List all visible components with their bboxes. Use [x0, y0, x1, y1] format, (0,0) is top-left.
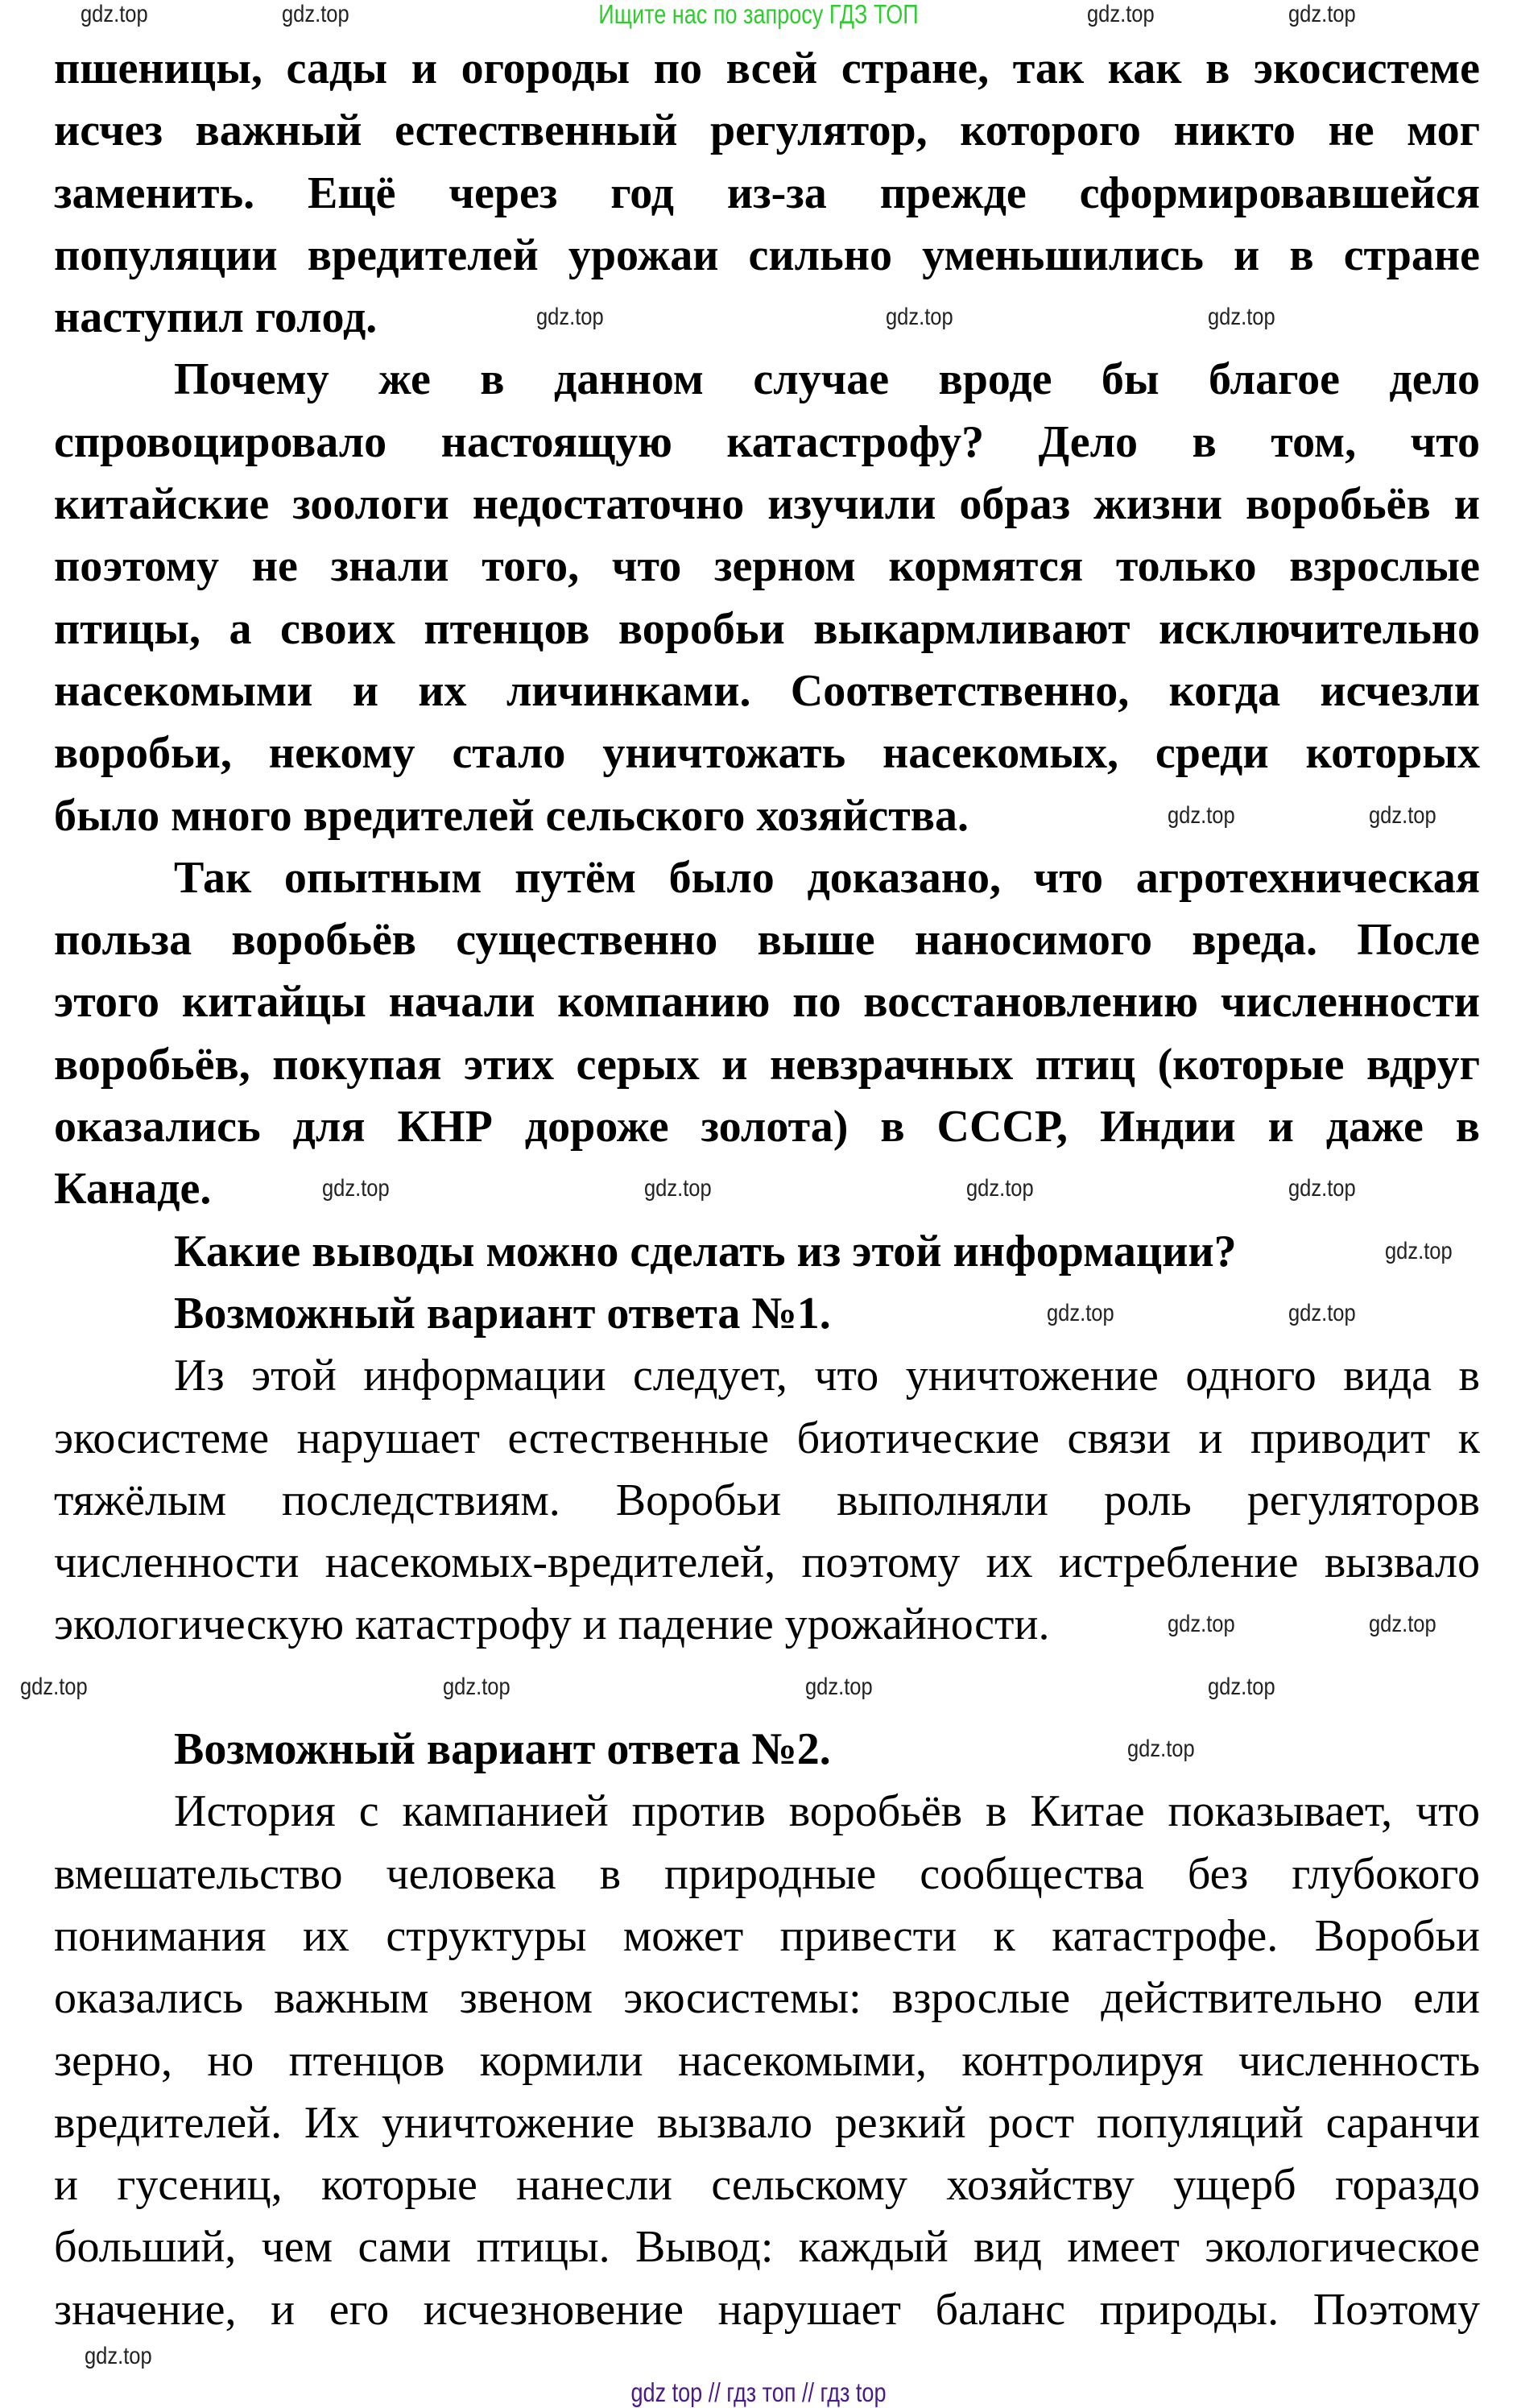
watermark-text: gdz.top — [1369, 802, 1436, 829]
watermark — [805, 1674, 884, 1700]
text-line: больший, чем сами птицы. Вывод: каждый вид имеет экологическое — [54, 2222, 1480, 2273]
watermark — [282, 2, 361, 27]
text-line: заменить. Ещё через год из-за прежде сформировавшейся — [54, 168, 1480, 218]
heading: Какие выводы можно сделать из этой информации? — [174, 1226, 1237, 1276]
watermark — [85, 2344, 163, 2369]
watermark-text: gdz.top — [536, 304, 604, 330]
watermark — [886, 304, 965, 330]
heading: Возможный вариант ответа №1. — [174, 1288, 831, 1338]
text-line: было много вредителей сельского хозяйства. — [54, 790, 969, 841]
watermark-text: gdz.top — [282, 1, 349, 27]
watermark — [966, 1176, 1045, 1202]
watermark-text: gdz.top — [322, 1175, 390, 1202]
watermark — [1047, 1301, 1126, 1326]
watermark-text: gdz.top — [443, 1674, 510, 1700]
watermark — [644, 1176, 723, 1202]
text-line: воробьёв, покупая этих серых и невзрачных птиц (которые вдруг — [54, 1039, 1480, 1090]
text-line: понимания их структуры может привести к катастрофе. Воробьи — [54, 1910, 1480, 1961]
banner-text: Ищите нас по запросу ГДЗ ТОП — [598, 0, 919, 29]
text-line: популяции вредителей урожаи сильно уменьшились и в стране — [54, 230, 1480, 280]
text-line: пшеницы, сады и огороды по всей стране, так как в экосистеме — [54, 43, 1480, 93]
watermark-text: gdz.top — [1208, 1674, 1275, 1700]
watermark — [1208, 304, 1287, 330]
text-line: зерно, но птенцов кормили насекомыми, контролируя численность — [54, 2035, 1480, 2086]
watermark-text: gdz.top — [1288, 1175, 1356, 1202]
heading: Возможный вариант ответа №2. — [174, 1724, 831, 1775]
footer-text: gdz top // гдз топ // гдз top — [630, 2377, 887, 2407]
watermark-text: gdz.top — [1168, 802, 1235, 829]
text-line: этого китайцы начали компанию по восстановлению численности — [54, 977, 1480, 1028]
watermark — [1369, 803, 1448, 829]
watermark-text: gdz.top — [644, 1175, 712, 1202]
watermark-text: gdz.top — [1047, 1300, 1114, 1326]
watermark — [1385, 1239, 1464, 1264]
text-line: экосистеме нарушает естественные биотические связи и приводит к — [54, 1413, 1480, 1463]
text-line: птицы, а своих птенцов воробьи выкармливают исключительно — [54, 603, 1480, 654]
text-line: значение, и его исчезновение нарушает баланс природы. Поэтому — [54, 2284, 1480, 2335]
text-line: вмешательство человека в природные сообщества без глубокого — [54, 1848, 1480, 1899]
watermark — [322, 1176, 401, 1202]
watermark-text: gdz.top — [1288, 1300, 1356, 1326]
text-line: Из этой информации следует, что уничтожение одного вида в — [174, 1351, 1480, 1401]
text-line: наступил голод. — [54, 292, 378, 343]
text-line: оказались для КНР дороже золота) в СССР, Индии и даже в — [54, 1102, 1480, 1152]
watermark-text: gdz.top — [85, 2343, 152, 2369]
watermark-text: gdz.top — [20, 1674, 88, 1700]
watermark — [81, 2, 159, 27]
watermark-text: gdz.top — [1127, 1736, 1195, 1762]
text-line: спровоцировало настоящую катастрофу? Дело в том, что — [54, 416, 1480, 467]
watermark-text: gdz.top — [1208, 304, 1275, 330]
watermark-text: gdz.top — [805, 1674, 873, 1700]
footer-links — [603, 2377, 915, 2408]
text-line: численности насекомых-вредителей, поэтому их истребление вызвало — [54, 1537, 1480, 1588]
watermark-text: gdz.top — [1087, 1, 1155, 27]
watermark — [1168, 1612, 1246, 1637]
search-banner — [564, 0, 954, 29]
text-line: китайские зоологи недостаточно изучили образ жизни воробьёв и — [54, 479, 1480, 530]
text-line: Канаде. — [54, 1164, 212, 1214]
watermark-text: gdz.top — [966, 1175, 1034, 1202]
text-line: Так опытным путём было доказано, что агротехническая — [174, 852, 1480, 903]
watermark — [1208, 1674, 1287, 1700]
watermark — [1087, 2, 1166, 27]
text-line: исчез важный естественный регулятор, которого никто не мог — [54, 106, 1480, 156]
text-line: История с кампанией против воробьёв в Китае показывает, что — [174, 1786, 1480, 1837]
watermark — [1288, 2, 1367, 27]
text-line: оказались важным звеном экосистемы: взрослые действительно ели — [54, 1973, 1480, 2024]
text-line: вредителей. Их уничтожение вызвало резкий рост популяций саранчи — [54, 2097, 1480, 2148]
watermark — [20, 1674, 99, 1700]
document-text — [54, 38, 1480, 2341]
watermark — [536, 304, 615, 330]
watermark-text: gdz.top — [1369, 1611, 1436, 1637]
watermark-text: gdz.top — [886, 304, 953, 330]
watermark — [1369, 1612, 1448, 1637]
watermark-text: gdz.top — [1168, 1611, 1235, 1637]
text-line: воробьи, некому стало уничтожать насекомых, среди которых — [54, 728, 1480, 779]
watermark-text: gdz.top — [1385, 1238, 1453, 1264]
text-line: насекомыми и их личинками. Соответственно, когда исчезли — [54, 665, 1480, 716]
watermark — [1288, 1176, 1367, 1202]
text-line: поэтому не знали того, что зерном кормятся только взрослые — [54, 541, 1480, 592]
text-line: польза воробьёв существенно выше наносимого вреда. После — [54, 915, 1480, 966]
watermark — [1288, 1301, 1367, 1326]
text-line: экологическую катастрофу и падение урожайности. — [54, 1599, 1050, 1650]
text-line: и гусениц, которые нанесли сельскому хозяйству ущерб гораздо — [54, 2160, 1480, 2211]
watermark-text: gdz.top — [81, 1, 148, 27]
text-line: Почему же в данном случае вроде бы благое дело — [174, 354, 1480, 405]
watermark-text: gdz.top — [1288, 1, 1356, 27]
watermark — [443, 1674, 522, 1700]
watermark — [1127, 1736, 1206, 1762]
text-line: тяжёлым последствиям. Воробьи выполняли роль регуляторов — [54, 1475, 1480, 1525]
watermark — [1168, 803, 1246, 829]
